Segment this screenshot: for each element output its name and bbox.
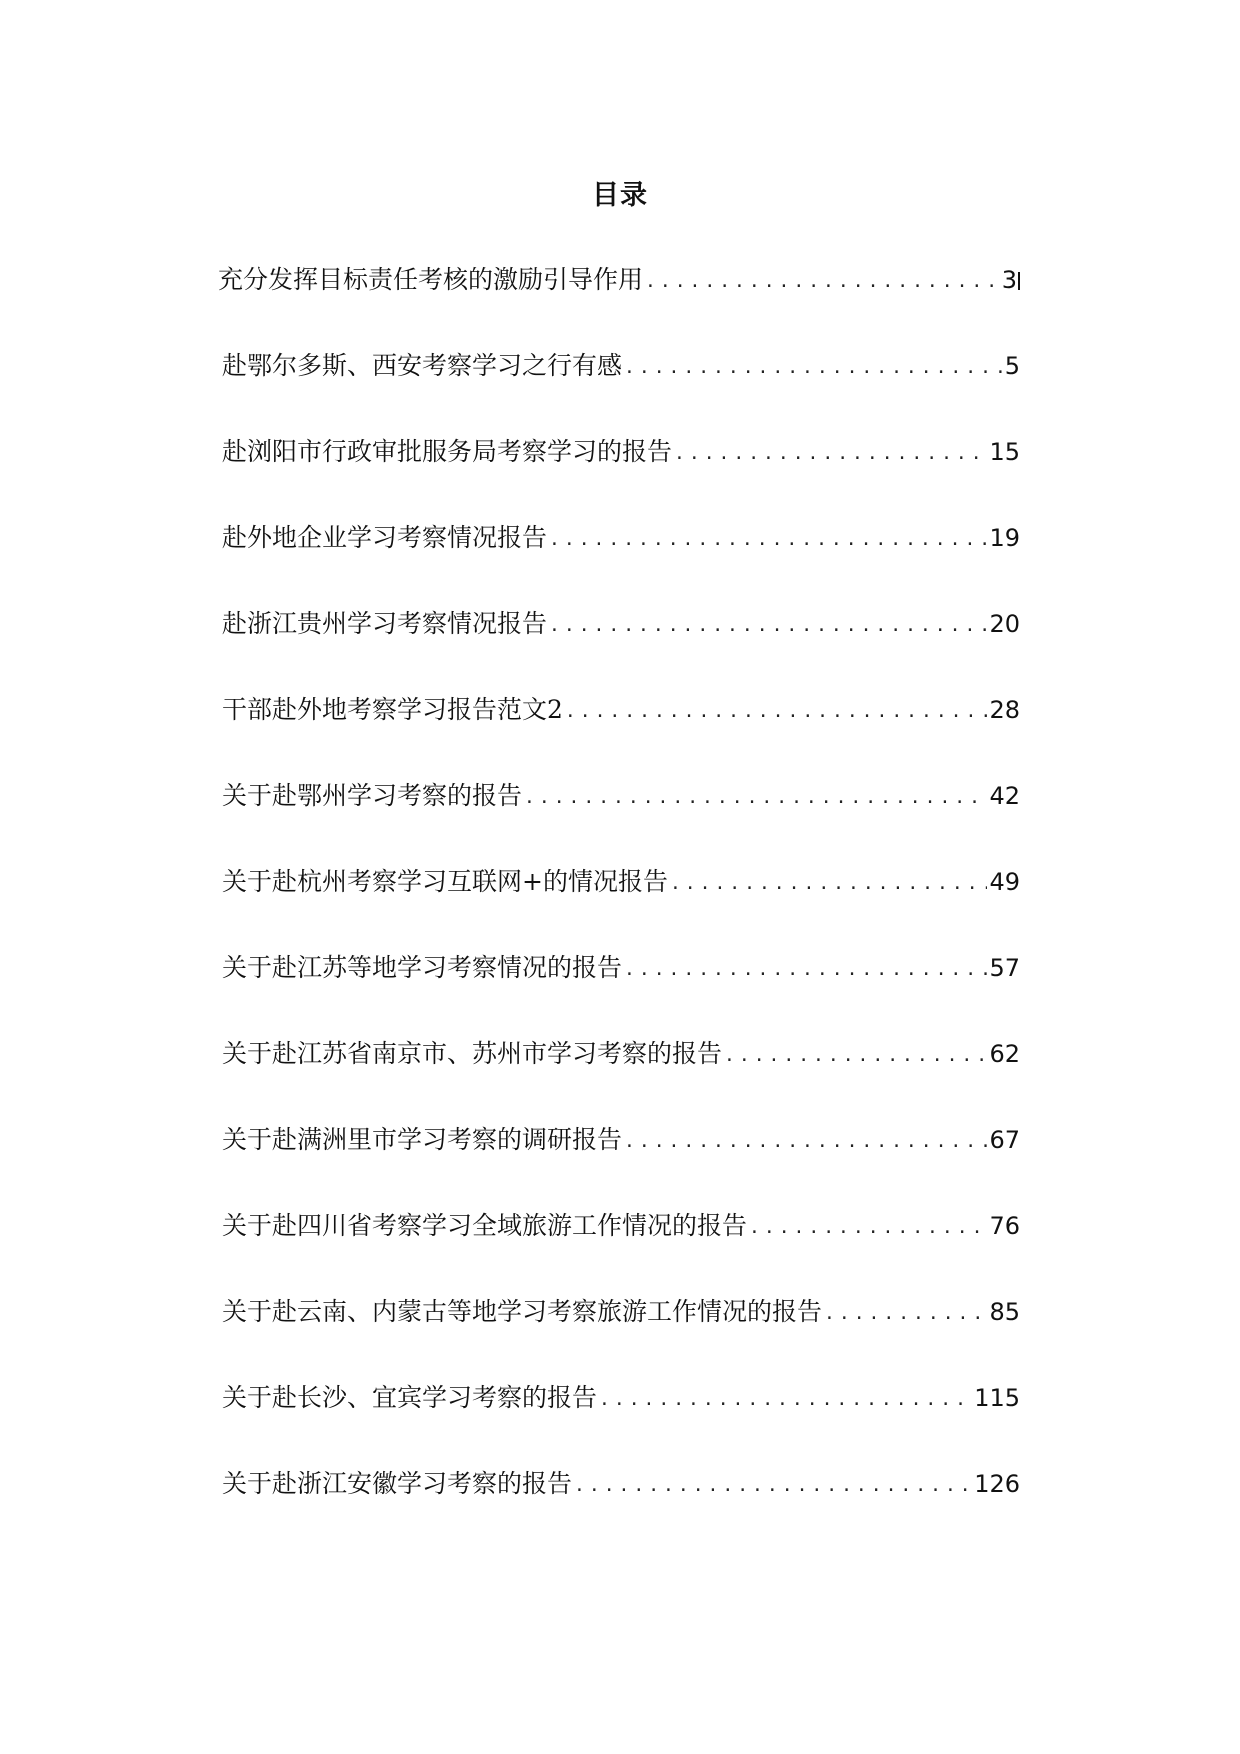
- toc-entry-title: 关于赴杭州考察学习互联网+的情况报告: [222, 867, 668, 896]
- dot-leader: [624, 948, 987, 988]
- toc-page-number: 115: [974, 1384, 1020, 1412]
- toc-entry-title: 充分发挥目标责任考核的激励引导作用: [218, 265, 644, 294]
- toc-entry-title: 关于赴浙江安徽学习考察的报告: [222, 1469, 573, 1498]
- toc-entry-title: 赴外地企业学习考察情况报告: [222, 523, 548, 552]
- text-cursor-mark: [1018, 272, 1020, 290]
- toc-entry[interactable]: [222, 432, 1020, 518]
- toc-entry-title: 关于赴江苏等地学习考察情况的报告: [222, 953, 623, 982]
- toc-entry[interactable]: [222, 690, 1020, 776]
- dot-leader: [549, 604, 987, 644]
- toc-page-number: 42: [989, 782, 1020, 810]
- dot-leader: [549, 518, 987, 558]
- toc-entry[interactable]: [222, 948, 1020, 1034]
- table-of-contents: [218, 260, 1020, 1550]
- toc-entry-title: 赴浙江贵州学习考察情况报告: [222, 609, 548, 638]
- toc-entry[interactable]: [222, 1206, 1020, 1292]
- toc-entry[interactable]: [222, 1034, 1020, 1120]
- toc-entry[interactable]: [222, 346, 1020, 432]
- dot-leader: [624, 1120, 987, 1160]
- toc-page-number: 57: [989, 954, 1020, 982]
- dot-leader: [670, 862, 988, 902]
- toc-page-number: 76: [989, 1212, 1020, 1240]
- dot-leader: [824, 1292, 987, 1332]
- toc-page-number: 15: [989, 438, 1020, 466]
- toc-entry[interactable]: [222, 604, 1020, 690]
- toc-entry[interactable]: [222, 1378, 1020, 1464]
- toc-entry[interactable]: [222, 1292, 1020, 1378]
- dot-leader: [599, 1378, 972, 1418]
- dot-leader: [624, 346, 1003, 386]
- toc-page-number: 67: [989, 1126, 1020, 1154]
- toc-entry[interactable]: [222, 776, 1020, 862]
- toc-entry-title: 关于赴鄂州学习考察的报告: [222, 781, 523, 810]
- toc-page-number: 28: [989, 696, 1020, 724]
- toc-page-number: 3: [1002, 260, 1020, 300]
- toc-entry[interactable]: [218, 260, 1020, 346]
- toc-page-number: 5: [1004, 352, 1020, 380]
- dot-leader: [574, 1464, 972, 1504]
- dot-leader: [645, 260, 1000, 300]
- dot-leader: [724, 1034, 987, 1074]
- toc-entry-title: 关于赴江苏省南京市、苏州市学习考察的报告: [222, 1039, 723, 1068]
- toc-entry-title: 关于赴四川省考察学习全域旅游工作情况的报告: [222, 1211, 748, 1240]
- toc-title: 目录: [592, 180, 648, 211]
- toc-entry-title: 赴浏阳市行政审批服务局考察学习的报告: [222, 437, 673, 466]
- toc-page-number: 126: [974, 1470, 1020, 1498]
- toc-entry[interactable]: [222, 862, 1020, 948]
- dot-leader: [674, 432, 987, 472]
- toc-page-number: 49: [989, 868, 1020, 896]
- toc-page-number: 19: [989, 524, 1020, 552]
- dot-leader: [565, 690, 988, 730]
- dot-leader: [749, 1206, 987, 1246]
- dot-leader: [524, 776, 987, 816]
- toc-entry-title: 关于赴云南、内蒙古等地学习考察旅游工作情况的报告: [222, 1297, 823, 1326]
- toc-entry[interactable]: [222, 1464, 1020, 1550]
- toc-entry[interactable]: [222, 1120, 1020, 1206]
- toc-entry-title: 赴鄂尔多斯、西安考察学习之行有感: [222, 351, 623, 380]
- toc-entry-title: 关于赴满洲里市学习考察的调研报告: [222, 1125, 623, 1154]
- toc-page-number: 85: [989, 1298, 1020, 1326]
- toc-entry[interactable]: [222, 518, 1020, 604]
- toc-entry-title: 干部赴外地考察学习报告范文2: [222, 695, 563, 724]
- toc-page-number: 62: [989, 1040, 1020, 1068]
- toc-page-number: 20: [989, 610, 1020, 638]
- toc-entry-title: 关于赴长沙、宜宾学习考察的报告: [222, 1383, 598, 1412]
